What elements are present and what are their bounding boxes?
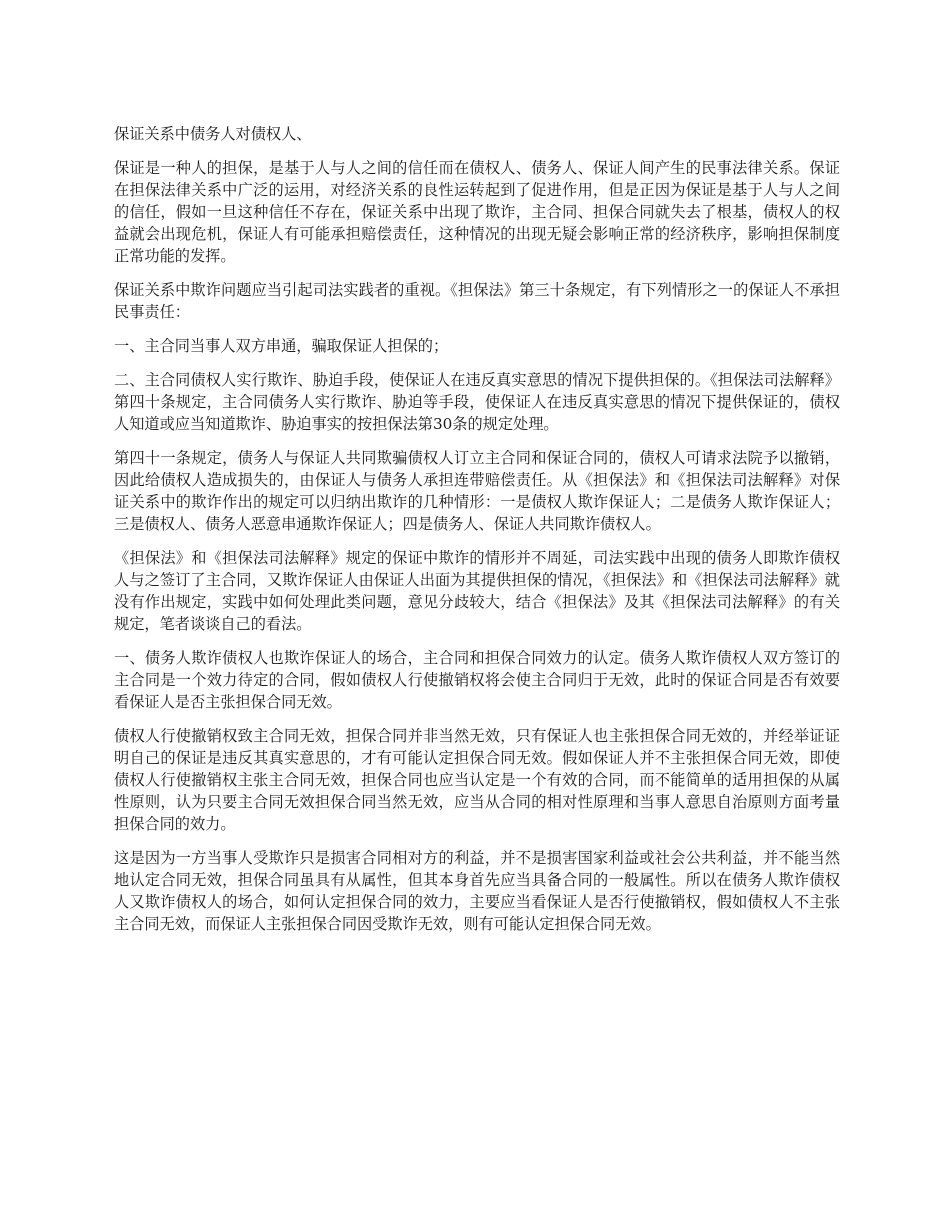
paragraph-9: 这是因为一方当事人受欺诈只是损害合同相对方的利益，并不是损害国家利益或社会公共利益，并不能当然地认定合同无效，担保合同虽具有从属性，但其本身首先应当具备合同的一般属性。所以在债务人欺诈债权人又欺诈债权人的场合，如何认定担保合同的效力，主要应当看保证人是否行使撤销权，假如债权人不主张主合同无效，而保证人主张担保合同因受欺诈无效，则有可能认定担保合同无效。	[114, 849, 840, 933]
paragraph-3: 一、主合同当事人双方串通，骗取保证人担保的；	[114, 337, 449, 355]
paragraph-1: 保证是一种人的担保，是基于人与人之间的信任而在债权人、债务人、保证人间产生的民事法律关系。保证在担保法律关系中广泛的运用，对经济关系的良性运转起到了促进作用，但是正因为保证是基于人与人之间的信任，假如一旦这种信任不存在，保证关系中出现了欺诈，主合同、担保合同就失去了根基，债权人的权益就会出现危机，保证人有可能承担赔偿责任，这种情况的出现无疑会影响正常的经济秩序，影响担保制度正常功能的发挥。	[114, 159, 840, 265]
paragraph-4: 二、主合同债权人实行欺诈、胁迫手段，使保证人在违反真实意思的情况下提供担保的。《担保法司法解释》第四十条规定，主合同债务人实行欺诈、胁迫等手段，使保证人在违反真实意思的情况下提供保证的，债权人知道或应当知道欺诈、胁迫事实的按担保法第30条的规定处理。	[114, 371, 840, 433]
document-page	[114, 123, 840, 947]
document-title: 保证关系中债务人对债权人、	[114, 125, 312, 143]
paragraph-5: 第四十一条规定，债务人与保证人共同欺骗债权人订立主合同和保证合同的，债权人可请求法院予以撤销，因此给债权人造成损失的，由保证人与债务人承担连带赔偿责任。从《担保法》和《担保法司法解释》对保证关系中的欺诈作出的规定可以归纳出欺诈的几种情形：一是债权人欺诈保证人；二是债务人欺诈保证人；三是债权人、债务人恶意串通欺诈保证人；四是债务人、保证人共同欺诈债权人。	[114, 449, 840, 533]
paragraph-7: 一、债务人欺诈债权人也欺诈保证人的场合，主合同和担保合同效力的认定。债务人欺诈债权人双方签订的主合同是一个效力待定的合同，假如债权人行使撤销权将会使主合同归于无效，此时的保证合同是否有效要看保证人是否主张担保合同无效。	[114, 649, 840, 711]
paragraph-6: 《担保法》和《担保法司法解释》规定的保证中欺诈的情形并不周延，司法实践中出现的债务人即欺诈债权人与之签订了主合同，又欺诈保证人由保证人出面为其提供担保的情况，《担保法》和《担保法司法解释》就没有作出规定，实践中如何处理此类问题，意见分歧较大，结合《担保法》及其《担保法司法解释》的有关规定，笔者谈谈自己的看法。	[114, 549, 840, 633]
paragraph-8: 债权人行使撤销权致主合同无效，担保合同并非当然无效，只有保证人也主张担保合同无效的，并经举证证明自己的保证是违反其真实意思的，才有可能认定担保合同无效。假如保证人并不主张担保合同无效，即使债权人行使撤销权主张主合同无效，担保合同也应当认定是一个有效的合同，而不能简单的适用担保的从属性原则，认为只要主合同无效担保合同当然无效，应当从合同的相对性原理和当事人意思自治原则方面考量担保合同的效力。	[114, 727, 840, 833]
paragraph-2: 保证关系中欺诈问题应当引起司法实践者的重视。《担保法》第三十条规定，有下列情形之一的保证人不承担民事责任：	[114, 281, 840, 321]
